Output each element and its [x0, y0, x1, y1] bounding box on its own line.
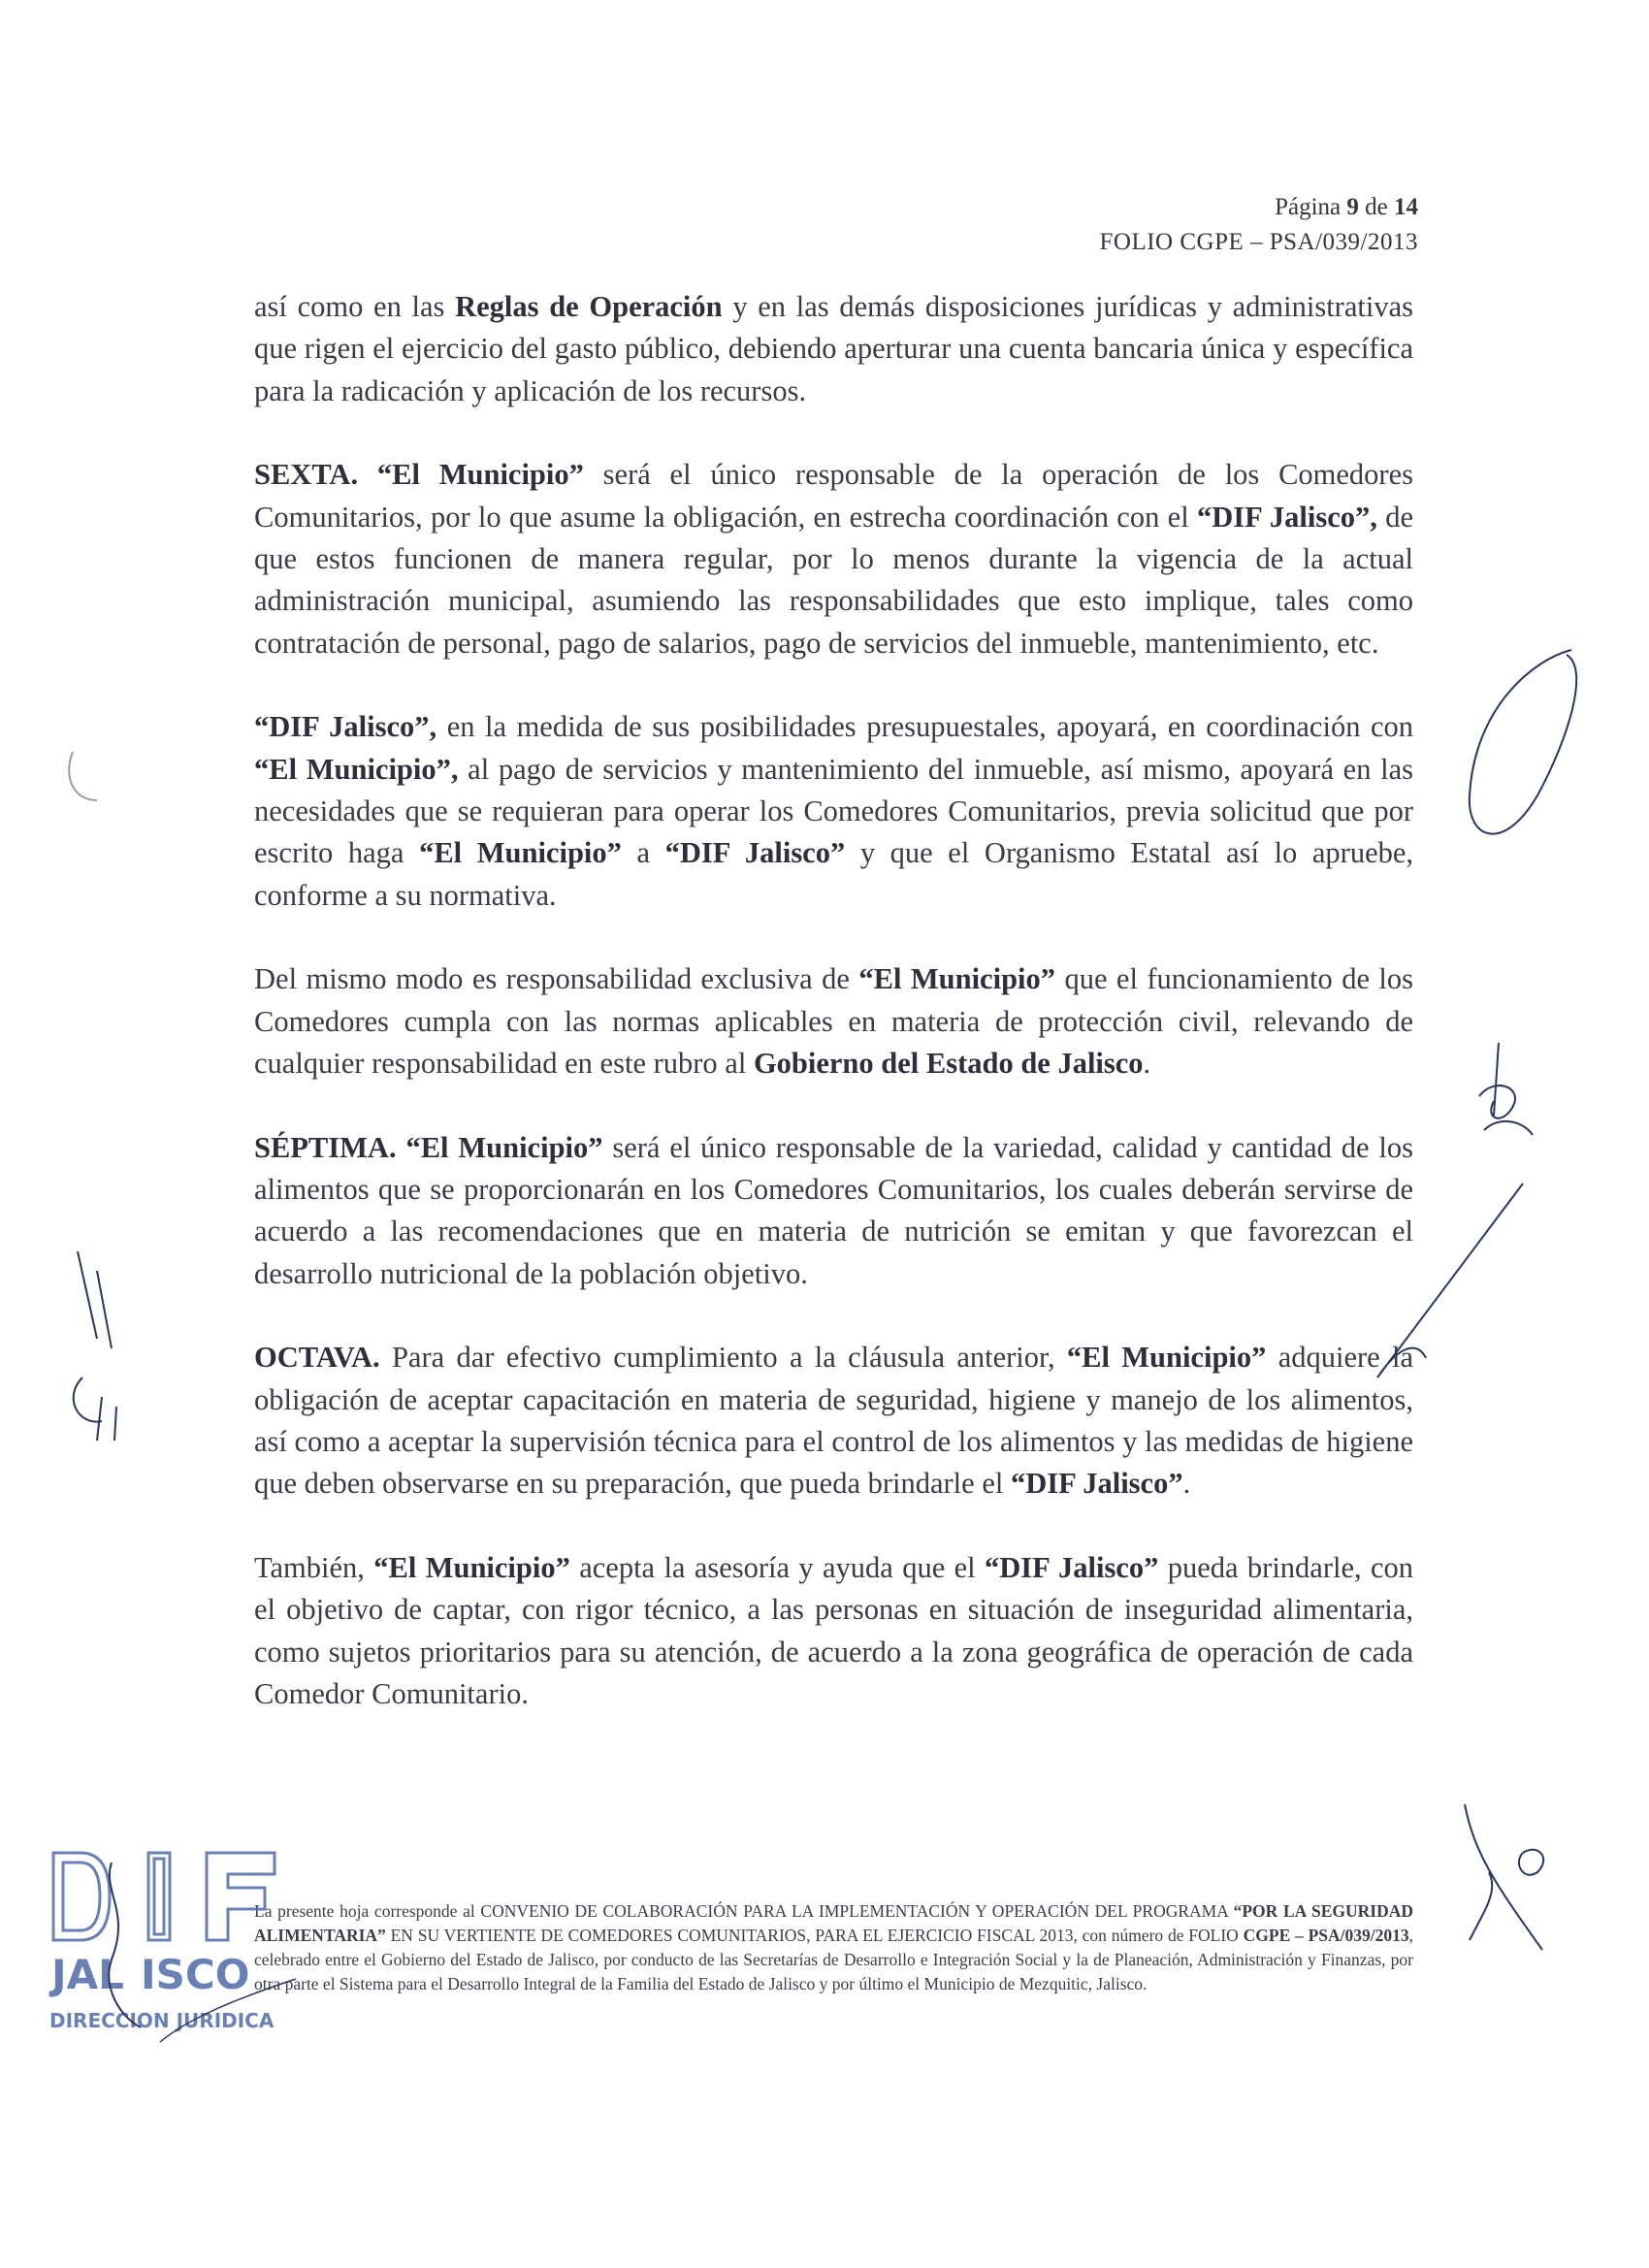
page-total: 14 — [1394, 194, 1418, 220]
page-current: 9 — [1346, 194, 1359, 220]
paragraph-advisory: También, “El Municipio” acepta la asesoría y ayuda que el “DIF Jalisco” pueda brindarle, con el objetivo de captar, con rigor técnico, a las personas en situación de inseguridad alimentaria, como sujetos prioritarios para su atención, de acuerdo a la zona geográfica de operación de cada Comedor Comunitario. — [254, 1550, 1414, 1710]
page-number — [1099, 190, 1418, 225]
initials-signature-bottom — [1445, 1795, 1562, 1960]
page-header — [1099, 190, 1418, 260]
dif-jalisco-stamp — [44, 1833, 306, 2057]
left-margin-signature — [58, 1242, 136, 1445]
folio-number: FOLIO CGPE – PSA/039/2013 — [1099, 229, 1418, 255]
paragraph-civil-protection: Del mismo modo es responsabilidad exclusiva de “El Municipio” que el funcionamiento de los Comedores cumpla con las normas aplicables en materia de protección civil, relevando de cualquier responsabilidad en este rubro al Gobierno del Estado de Jalisco. — [254, 962, 1414, 1081]
slash-signature — [1358, 1174, 1533, 1387]
initials-signature-right — [1465, 1038, 1542, 1145]
svg-text:DIRECCION JURIDICA: DIRECCION JURIDICA — [49, 2009, 275, 2032]
page-label: Página — [1275, 194, 1342, 220]
clause-octava: OCTAVA. Para dar efectivo cumplimiento a la cláusula anterior, “El Municipio” adquiere la obligación de aceptar capacitación en materia de seguridad, higiene y manejo de los alimentos, así como a aceptar la supervisión técnica para el control de los alimentos y las medidas de higiene que deben observarse en su preparación, que pueda brindarle el “DIF Jalisco”. — [254, 1341, 1414, 1501]
svg-text:JAL: JAL — [51, 1951, 124, 1998]
footer-note: La presente hoja corresponde al CONVENIO DE COLABORACIÓN PARA LA IMPLEMENTACIÓN Y OPERACIÓN DEL PROGRAMA “POR LA SEGURIDAD ALIMENTARIA” EN SU VERTIENTE DE COMEDORES COMUNITARIOS, PARA EL EJERCICIO FISCAL 2013, con número de FOLIO CGPE – PSA/039/2013, celebrado entre el Gobierno del Estado de Jalisco, por conducto de las Secretarías de Desarrollo e Integración Social y la de Planeación, Administración y Finanzas, por otra parte el Sistema para el Desarrollo Integral de la Familia del Estado de Jalisco y por último el Municipio de Mezquitic, Jalisco. — [254, 1901, 1413, 1993]
paragraph-dif-support: “DIF Jalisco”, en la medida de sus posibilidades presupuestales, apoyará, en coordinación con “El Municipio”, al pago de servicios y mantenimiento del inmueble, así mismo, apoyará en las necesidades que se requieran para operar los Comedores Comunitarios, previa solicitud que por escrito haga “El Municipio” a “DIF Jalisco” y que el Organismo Estatal así lo apruebe, conforme a su normativa. — [254, 710, 1414, 912]
document-body — [254, 286, 1413, 1757]
paragraph-continuation: así como en las Reglas de Operación y en las demás disposiciones jurídicas y administrativas que rigen el ejercicio del gasto público, debiendo aperturar una cuenta bancaria única y específica para la radicación y aplicación de los recursos. — [254, 290, 1413, 407]
left-margin-mark — [63, 747, 102, 805]
clause-septima: SÉPTIMA. “El Municipio” será el único responsable de la variedad, calidad y cantidad de los alimentos que se proporcionarán en los Comedores Comunitarios, los cuales deberán servirse de acuerdo a las recomendaciones que en materia de nutrición se emitan y que favorezcan el desarrollo nutricional de la población objetivo. — [254, 1130, 1414, 1290]
page-of: de — [1365, 194, 1388, 220]
svg-text:ISCO: ISCO — [141, 1951, 250, 1998]
clause-sexta: SEXTA. “El Municipio” será el único responsable de la operación de los Comedores Comunitarios, por lo que asume la obligación, en estrecha coordinación con el “DIF Jalisco”, de que estos funcionen de manera regular, por lo menos durante la vigencia de la actual administración municipal, asumiendo las responsabilidades que esto implique, tales como contratación de personal, pago de salarios, pago de servicios del inmueble, mantenimiento, etc. — [254, 458, 1413, 660]
initials-oval-signature — [1445, 631, 1600, 863]
